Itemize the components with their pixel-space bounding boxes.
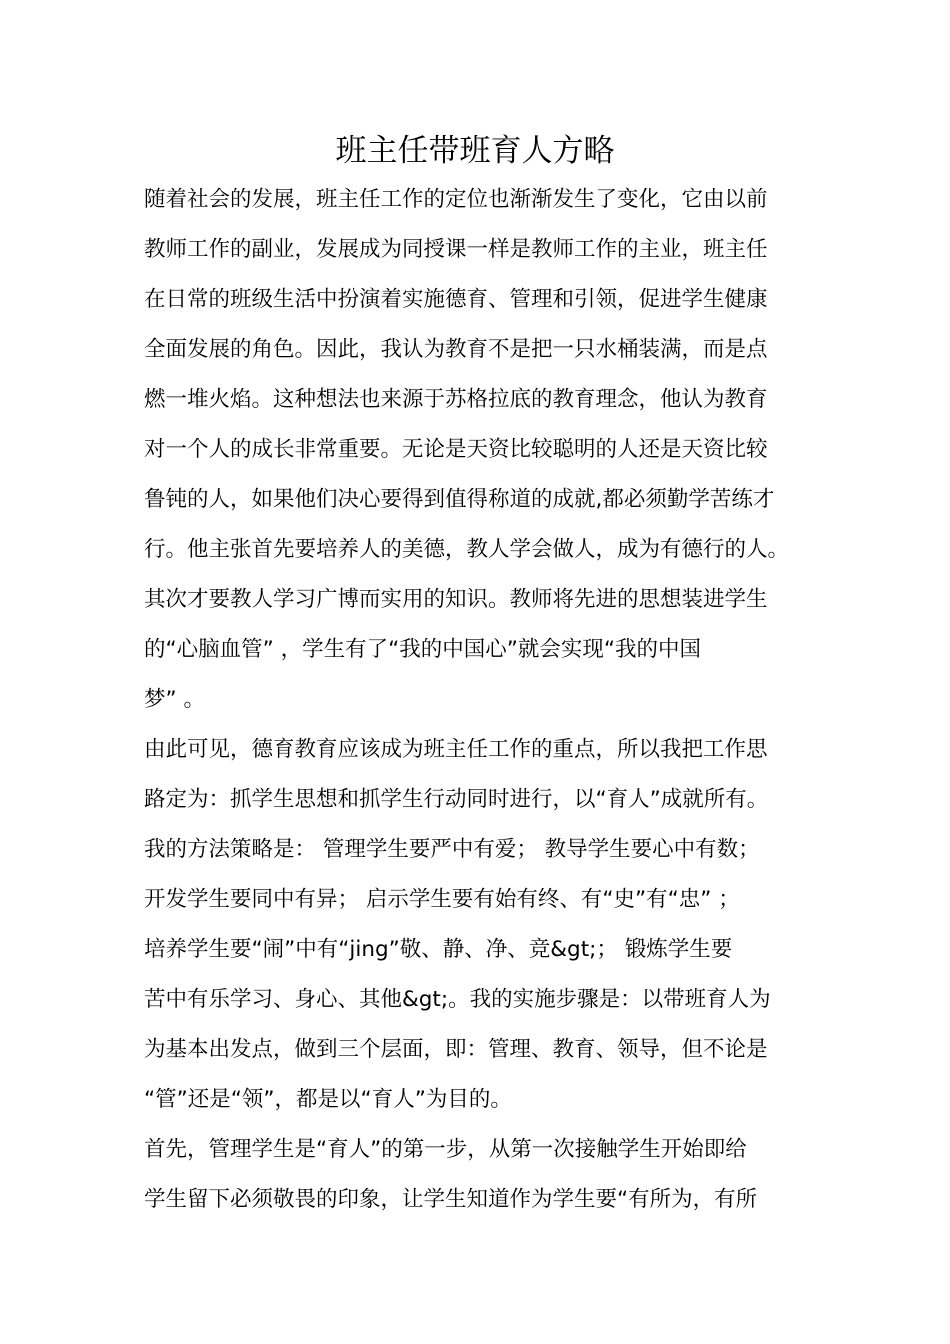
body-line: 燃一堆火焰。这种想法也来源于苏格拉底的教育理念，他认为教育 xyxy=(144,387,768,412)
body-line: 首先，管理学生是“育人”的第一步，从第一次接触学生开始即给 xyxy=(144,1137,747,1162)
body-line: 对一个人的成长非常重要。无论是天资比较聪明的人还是天资比较 xyxy=(144,437,768,462)
body-line: 其次才要教人学习广博而实用的知识。教师将先进的思想装进学生 xyxy=(144,587,768,612)
body-line: 为基本出发点，做到三个层面，即：管理、教育、领导，但不论是 xyxy=(144,1037,768,1062)
body-line: 培养学生要“闹”中有“jing”敬、静、净、竞&gt;； 锻炼学生要 xyxy=(144,937,733,962)
body-line: 行。他主张首先要培养人的美德，教人学会做人，成为有德行的人。 xyxy=(144,537,790,562)
body-line: 我的方法策略是： 管理学生要严中有爱； 教导学生要心中有数； xyxy=(144,837,760,862)
body-line: 随着社会的发展，班主任工作的定位也渐渐发生了变化，它由以前 xyxy=(144,187,768,212)
body-line: 鲁钝的人，如果他们决心要得到值得称道的成就,都必须勤学苦练才 xyxy=(144,487,775,512)
body-line: 的“心脑血管” ，学生有了“我的中国心”就会实现“我的中国 xyxy=(144,637,702,662)
body-line: 路定为：抓学生思想和抓学生行动同时进行，以“育人”成就所有。 xyxy=(144,787,769,812)
document-title: 班主任带班育人方略 xyxy=(335,133,615,169)
body-line: 梦” 。 xyxy=(144,687,205,712)
body-line: 全面发展的角色。因此，我认为教育不是把一只水桶装满，而是点 xyxy=(144,337,768,362)
body-line: 开发学生要同中有异； 启示学生要有始有终、有“史”有“忠” ； xyxy=(144,887,740,912)
body-line: 学生留下必须敬畏的印象，让学生知道作为学生要“有所为，有所 xyxy=(144,1187,758,1212)
body-line: 在日常的班级生活中扮演着实施德育、管理和引领，促进学生健康 xyxy=(144,287,768,312)
body-line: 教师工作的副业，发展成为同授课一样是教师工作的主业，班主任 xyxy=(144,237,768,262)
body-line: 由此可见，德育教育应该成为班主任工作的重点，所以我把工作思 xyxy=(144,737,768,762)
body-line: 苦中有乐学习、身心、其他&gt;。我的实施步骤是：以带班育人为 xyxy=(144,987,771,1012)
body-line: “管”还是“领”，都是以“育人”为目的。 xyxy=(144,1087,512,1112)
